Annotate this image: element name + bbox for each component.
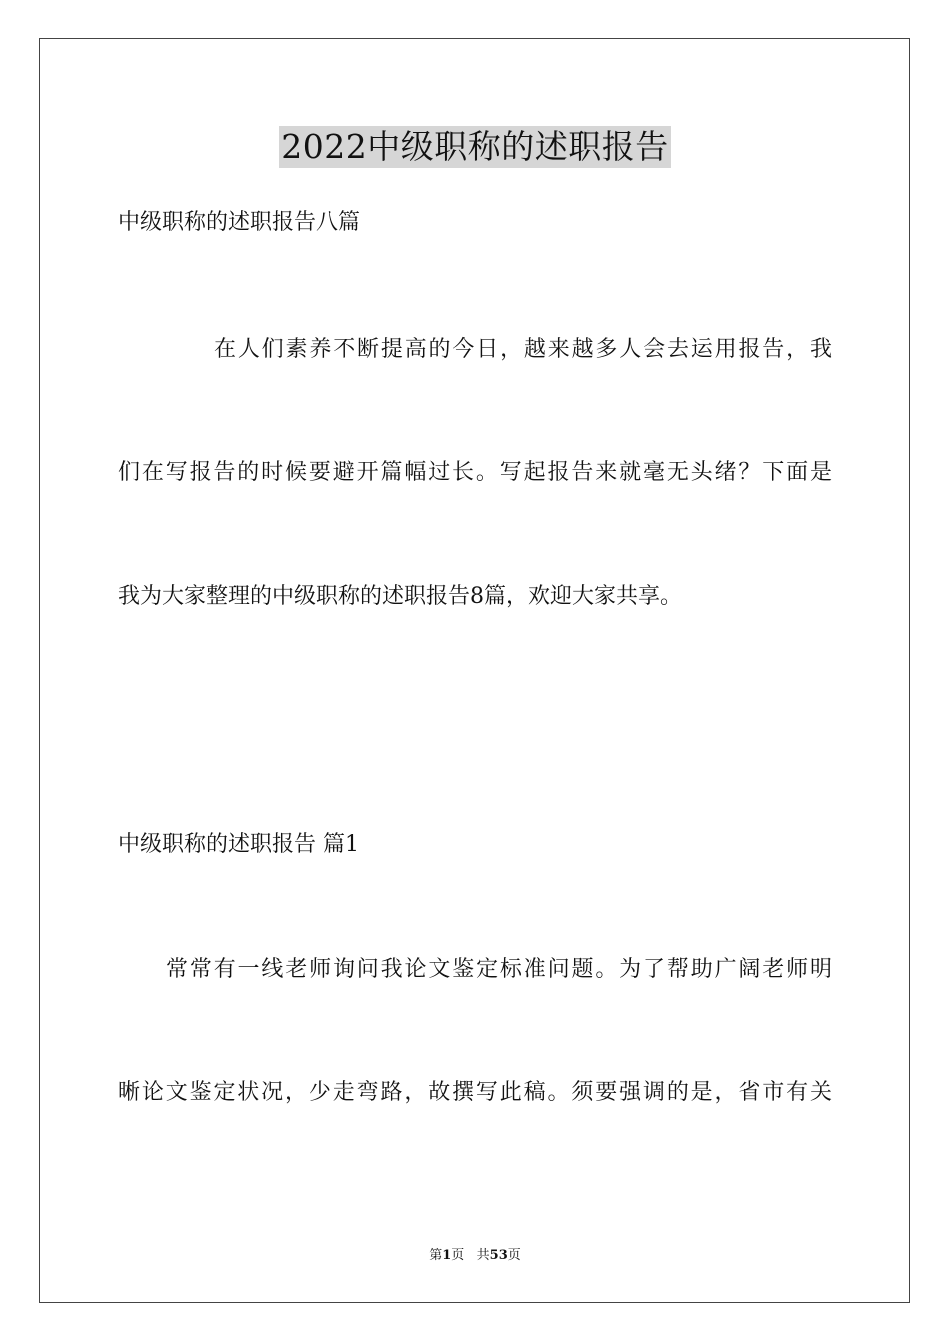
page-footer — [0, 1247, 950, 1265]
section-paragraph-line-1: 常常有一线老师询问我论文鉴定标准问题。为了帮助广阔老师明 — [166, 957, 832, 982]
title-container — [0, 126, 950, 168]
section-heading: 中级职称的述职报告 篇1 — [118, 832, 359, 857]
footer-total-pages: 53 — [489, 1248, 508, 1263]
document-title: 2022中级职称的述职报告 — [281, 127, 669, 166]
footer-page-prefix: 第 — [429, 1248, 443, 1263]
intro-paragraph-line-3: 我为大家整理的中级职称的述职报告8篇，欢迎大家共享。 — [118, 584, 682, 609]
footer-page-number: 1 — [442, 1248, 452, 1263]
section-paragraph-line-2: 晰论文鉴定状况，少走弯路，故撰写此稿。须要强调的是，省市有关 — [118, 1080, 832, 1105]
footer-page-mid: 页 共 — [451, 1248, 490, 1263]
footer-page-suffix: 页 — [507, 1248, 521, 1263]
intro-paragraph-line-2: 们在写报告的时候要避开篇幅过长。写起报告来就毫无头绪？下面是 — [118, 460, 832, 485]
intro-paragraph-line-1: 在人们素养不断提高的今日，越来越多人会去运用报告，我 — [214, 337, 832, 362]
document-subtitle: 中级职称的述职报告八篇 — [118, 210, 361, 235]
